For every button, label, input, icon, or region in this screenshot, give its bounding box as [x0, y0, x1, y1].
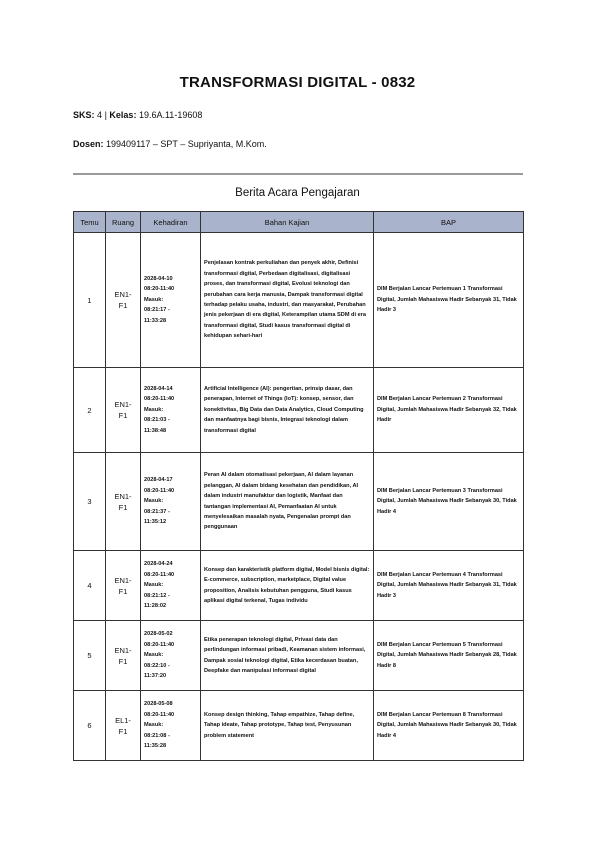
bap-table: [73, 211, 524, 761]
cell-kehadiran: 2028-05-08 08:20-11:40 Masuk: 08:21:08 - 11:35:28: [141, 691, 201, 761]
col-header-ruang: Ruang: [106, 212, 141, 233]
meta-separator: |: [104, 110, 107, 120]
cell-kehadiran: 2028-04-24 08:20-11:40 Masuk: 08:21:12 - 11:28:02: [141, 551, 201, 621]
cell-temu: 5: [74, 621, 106, 691]
lecturer-info: [73, 139, 267, 149]
cell-bap: DIM Berjalan Lancar Pertemuan 1 Transformasi Digital, Jumlah Mahasiswa Hadir Sebanyak 31, Tidak Hadir 3: [374, 233, 524, 368]
kelas-label: Kelas:: [109, 110, 137, 120]
table-row: [74, 368, 524, 453]
cell-ruang: EN1- F1: [106, 453, 141, 551]
col-header-kehadiran: Kehadiran: [141, 212, 201, 233]
sks-value: 4: [97, 110, 103, 120]
cell-ruang: EN1- F1: [106, 233, 141, 368]
divider: [73, 173, 523, 175]
sks-label: SKS:: [73, 110, 95, 120]
table-header-row: [74, 212, 524, 233]
dosen-label: Dosen:: [73, 139, 104, 149]
cell-bahan-kajian: Konsep dan karakteristik platform digital, Model bisnis digital: E-commerce, subscription, marketplace, Digital value proposition, Analisis kebutuhan pengguna, Studi kasus aplikasi digital terkenal, Tugas individu: [201, 551, 374, 621]
col-header-bahan-kajian: Bahan Kajian: [201, 212, 374, 233]
cell-ruang: EN1- F1: [106, 368, 141, 453]
course-meta: [73, 110, 202, 120]
cell-bahan-kajian: Penjelasan kontrak perkuliahan dan penyek akhir, Definisi transformasi digital, Perbedaan digitalisasi, digitalisasi proses, dan transformasi digital, Evolusi teknologi dan perubahan cara kerja manusia, Dampak transformasi digital terhadap pelaku usaha, industri, dan masyarakat, Perubahan jenis pekerjaan di era digital, Keterampilan utama SDM di era transformasi digital, Studi kasus transformasi digital di kehidupan sehari-hari: [201, 233, 374, 368]
cell-ruang: EL1- F1: [106, 691, 141, 761]
col-header-bap: BAP: [374, 212, 524, 233]
table-row: [74, 551, 524, 621]
cell-bap: DIM Berjalan Lancar Pertemuan 3 Transformasi Digital, Jumlah Mahasiswa Hadir Sebanyak 30, Tidak Hadir 4: [374, 453, 524, 551]
cell-temu: 4: [74, 551, 106, 621]
cell-ruang: EN1- F1: [106, 551, 141, 621]
cell-bahan-kajian: Konsep design thinking, Tahap empathize, Tahap define, Tahap ideate, Tahap prototype, Tahap test, Penyusunan problem statement: [201, 691, 374, 761]
cell-bahan-kajian: Peran AI dalam otomatisasi pekerjaan, AI dalam layanan pelanggan, AI dalam bidang kesehatan dan pendidikan, AI dalam industri manufaktur dan logistik, Manfaat dan tantangan implementasi AI, Pemanfaatan AI untuk menyelesaikan masalah nyata, Pengenalan prompt dan penggunaan: [201, 453, 374, 551]
cell-kehadiran: 2028-04-14 08:20-11:40 Masuk: 08:21:03 - 11:38:48: [141, 368, 201, 453]
cell-bap: DIM Berjalan Lancar Pertemuan 8 Transformasi Digital, Jumlah Mahasiswa Hadir Sebanyak 30, Tidak Hadir 4: [374, 691, 524, 761]
cell-temu: 1: [74, 233, 106, 368]
table-row: [74, 621, 524, 691]
kelas-value: 19.6A.11-19608: [138, 110, 203, 120]
table-row: [74, 233, 524, 368]
table-row: [74, 691, 524, 761]
cell-temu: 2: [74, 368, 106, 453]
table-row: [74, 453, 524, 551]
cell-bahan-kajian: Artificial Intelligence (AI): pengertian, prinsip dasar, dan penerapan, Internet of Things (IoT): konsep, sensor, dan konektivitas, Big Data dan Data Analytics, Cloud Computing dan manfaatnya bagi bisnis, Integrasi teknologi dalam transformasi digital: [201, 368, 374, 453]
cell-bahan-kajian: Etika penerapan teknologi digital, Privasi data dan perlindungan informasi pribadi, Keamanan sistem informasi, Dampak sosial teknologi digital, Etika kecerdasan buatan, Deepfake dan manipulasi informasi digital: [201, 621, 374, 691]
cell-temu: 3: [74, 453, 106, 551]
cell-bap: DIM Berjalan Lancar Pertemuan 4 Transformasi Digital, Jumlah Mahasiswa Hadir Sebanyak 31, Tidak Hadir 3: [374, 551, 524, 621]
section-title: Berita Acara Pengajaran: [235, 187, 360, 199]
cell-kehadiran: 2028-05-02 08:20-11:40 Masuk: 08:22:10 - 11:37:20: [141, 621, 201, 691]
cell-temu: 6: [74, 691, 106, 761]
col-header-temu: Temu: [74, 212, 106, 233]
course-title: TRANSFORMASI DIGITAL - 0832: [179, 74, 416, 91]
cell-kehadiran: 2028-04-17 08:20-11:40 Masuk: 08:21:37 - 11:35:12: [141, 453, 201, 551]
cell-bap: DIM Berjalan Lancar Pertemuan 2 Transformasi Digital, Jumlah Mahasiswa Hadir Sebanyak 32, Tidak Hadir: [374, 368, 524, 453]
cell-kehadiran: 2028-04-10 08:20-11:40 Masuk: 08:21:17 - 11:33:28: [141, 233, 201, 368]
cell-ruang: EN1- F1: [106, 621, 141, 691]
cell-bap: DIM Berjalan Lancar Pertemuan 5 Transformasi Digital, Jumlah Mahasiswa Hadir Sebanyak 28, Tidak Hadir 8: [374, 621, 524, 691]
dosen-value: 199409117 – SPT – Supriyanta, M.Kom.: [106, 139, 267, 149]
